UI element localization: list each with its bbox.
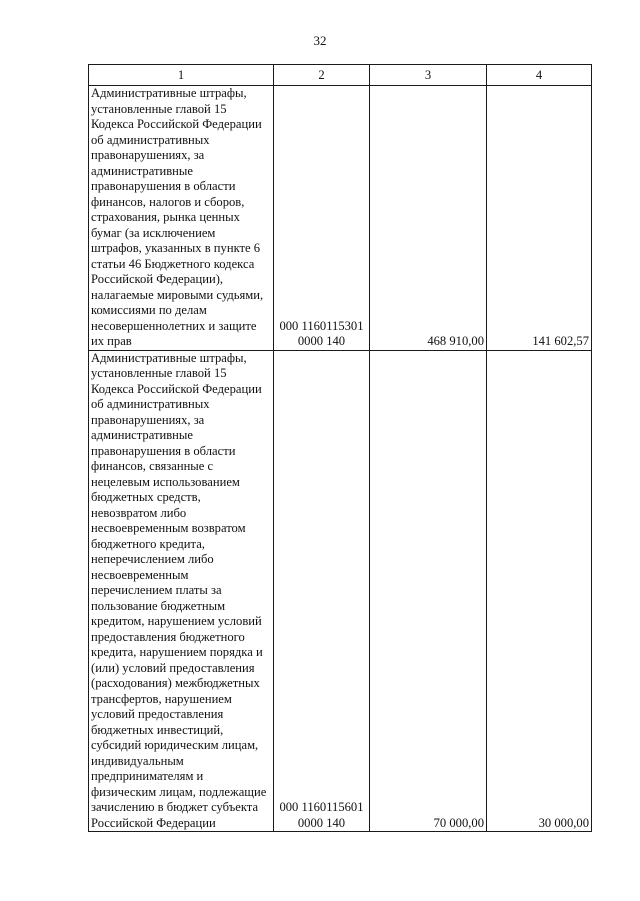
table-row — [89, 86, 592, 351]
description-line: физическим лицам, подлежащие — [91, 784, 267, 799]
code-line: 0000 140 — [297, 815, 346, 830]
description-line: индивидуальным — [91, 753, 184, 768]
description-line: несвоевременным возвратом — [91, 521, 246, 535]
description-line: бумаг (за исключением — [91, 225, 216, 240]
description-line: комиссиями по делам — [91, 303, 207, 317]
amount-column-3: 468 910,00 — [370, 86, 487, 351]
description-line: установленные главой 15 — [91, 366, 227, 380]
description-line: правонарушениях, за — [91, 148, 205, 162]
code-line: 000 1160115301 — [279, 318, 364, 333]
description-line: кредита, нарушением порядка и — [91, 645, 263, 659]
description-line: правонарушения в области — [91, 443, 236, 458]
column-header-2: 2 — [274, 65, 370, 86]
budget-classification-code — [274, 86, 370, 351]
description-line: их прав — [91, 334, 132, 348]
description-line: бюджетных инвестиций, — [91, 722, 224, 737]
table-row — [89, 350, 592, 832]
column-header-4: 4 — [487, 65, 592, 86]
description-line: (расходования) межбюджетных — [91, 676, 260, 690]
description-line: финансов, связанные с — [91, 459, 214, 473]
description-line: предоставления бюджетного — [91, 629, 245, 644]
description-line: Российской Федерации — [91, 815, 216, 830]
description-line: неперечислением либо — [91, 552, 214, 566]
amount-column-3: 70 000,00 — [370, 350, 487, 832]
description-line: об административных — [91, 132, 210, 147]
description-line: зачислению в бюджет субъекта — [91, 800, 259, 814]
amount-column-4: 30 000,00 — [487, 350, 592, 832]
description-line: Российской Федерации), — [91, 272, 224, 286]
description-line: нецелевым использованием — [91, 474, 240, 489]
budget-classification-code — [274, 350, 370, 832]
description-line: Административные штрафы, — [91, 86, 247, 100]
description-line: предпринимателям и — [91, 769, 204, 783]
description-line: статьи 46 Бюджетного кодекса — [91, 256, 255, 271]
description-line: субсидий юридическим лицам, — [91, 738, 259, 752]
description-line: кредитом, нарушением условий — [91, 614, 262, 628]
description-line: бюджетного кредита, — [91, 536, 205, 551]
description-line: Кодекса Российской Федерации — [91, 117, 262, 131]
description-line: финансов, налогов и сборов, — [91, 194, 245, 209]
description-line: условий предоставления — [91, 707, 224, 721]
budget-revenue-table — [88, 64, 592, 832]
description-line: страхования, рынка ценных — [91, 210, 240, 224]
description-line: пользование бюджетным — [91, 598, 226, 613]
description-line: налагаемые мировыми судьями, — [91, 287, 264, 302]
description-line: установленные главой 15 — [91, 101, 227, 116]
column-header-1: 1 — [89, 65, 274, 86]
description-line: Кодекса Российской Федерации — [91, 381, 262, 396]
description-line: бюджетных средств, — [91, 490, 201, 504]
description-line: административные — [91, 428, 193, 442]
description-line: невозвратом либо — [91, 505, 187, 520]
description-line: перечислением платы за — [91, 583, 222, 597]
description-line: несовершеннолетних и защите — [91, 318, 257, 333]
description-line: правонарушениях, за — [91, 412, 205, 427]
code-line: 0000 140 — [297, 334, 346, 348]
description-line: несвоевременным — [91, 567, 189, 582]
column-header-3: 3 — [370, 65, 487, 86]
description-line: (или) условий предоставления — [91, 660, 255, 675]
description-line: трансфертов, нарушением — [91, 691, 232, 706]
row-description — [89, 350, 274, 832]
code-line: 000 1160115601 — [279, 800, 364, 814]
page-number: 32 — [313, 33, 327, 48]
table-header-row — [89, 65, 592, 86]
description-line: об административных — [91, 397, 210, 411]
description-line: административные — [91, 163, 193, 178]
description-line: правонарушения в области — [91, 179, 236, 193]
row-description — [89, 86, 274, 351]
description-line: штрафов, указанных в пункте 6 — [91, 241, 261, 255]
description-line: Административные штрафы, — [91, 350, 247, 365]
amount-column-4: 141 602,57 — [487, 86, 592, 351]
table-body — [89, 86, 592, 832]
